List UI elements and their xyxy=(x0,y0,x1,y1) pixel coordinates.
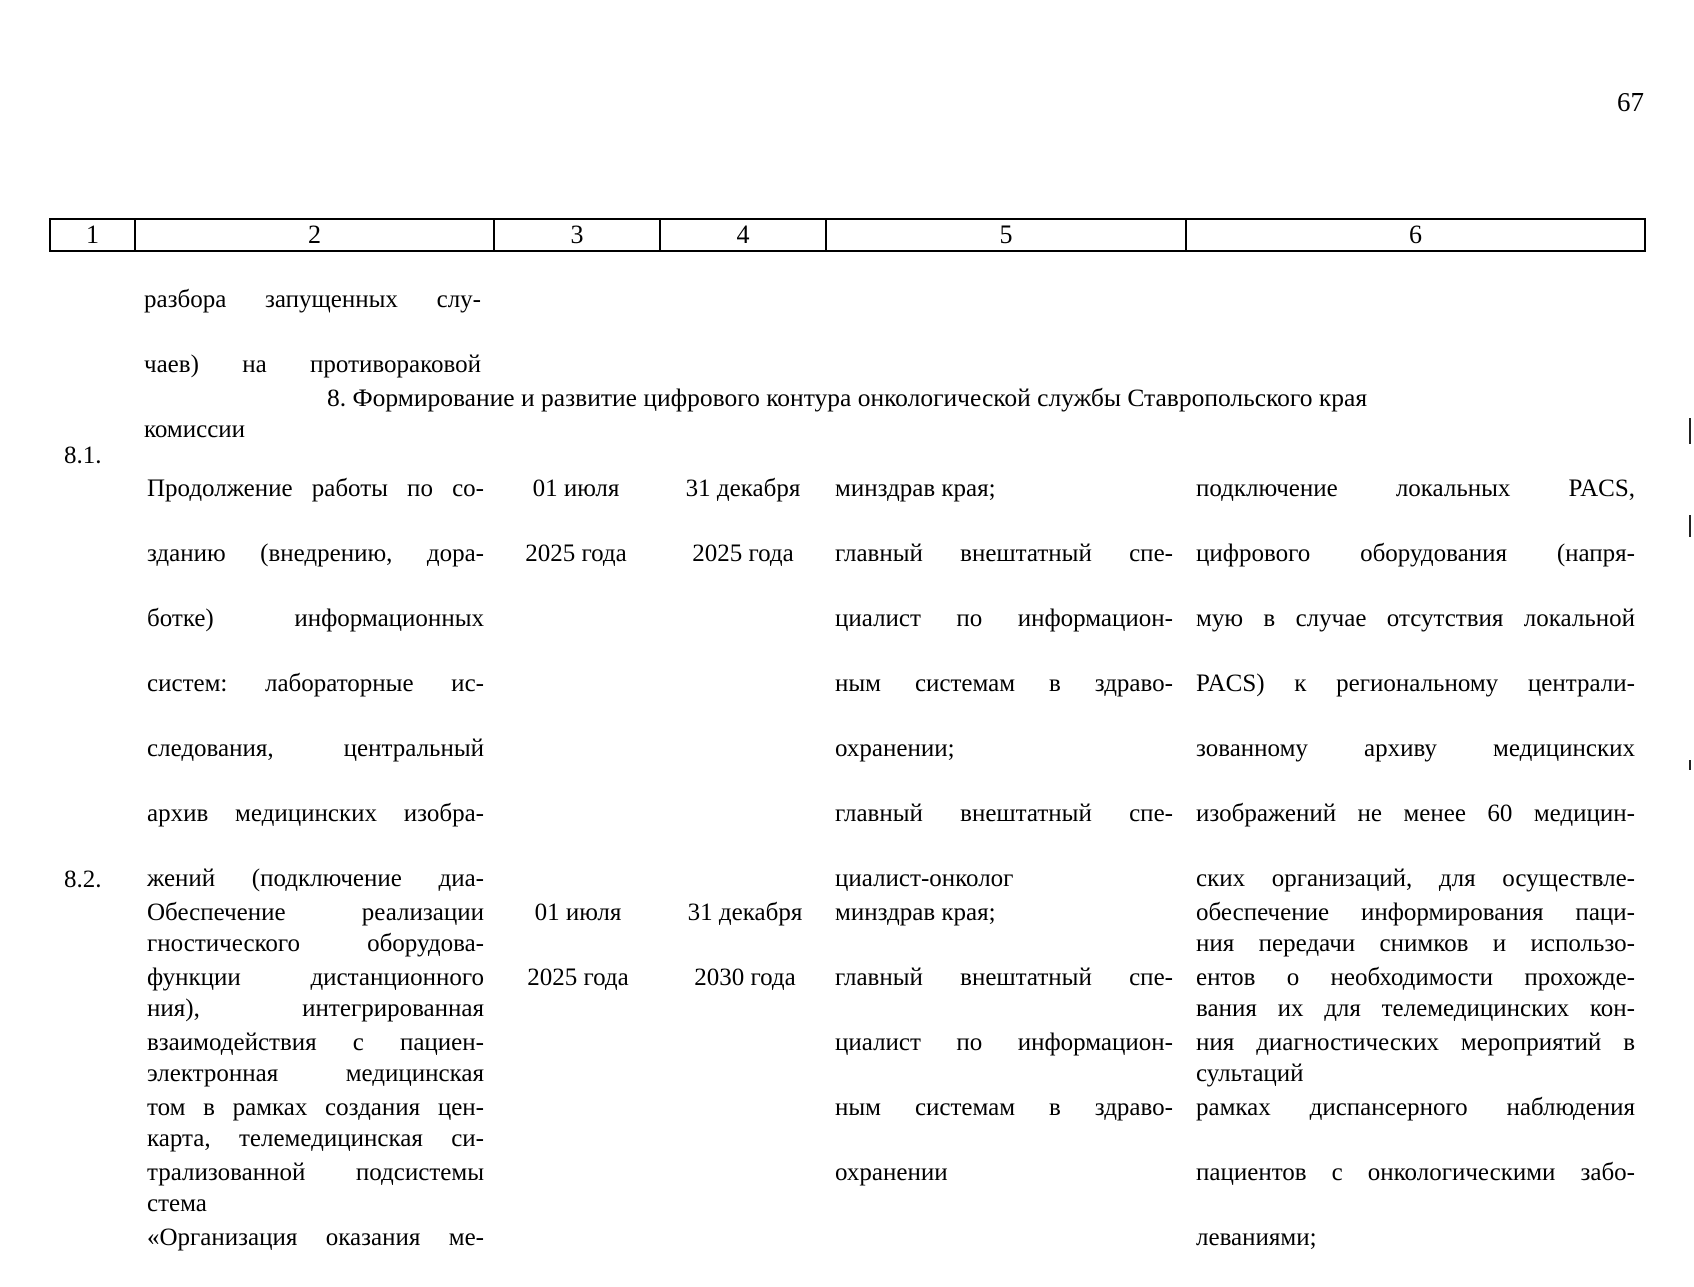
text-line: систем: лабораторные ис- xyxy=(147,669,484,697)
text-line: взаимодействия с пациен- xyxy=(147,1028,484,1056)
scan-edge-mark xyxy=(1689,515,1691,537)
text-line: архив медицинских изобра- xyxy=(147,799,484,827)
text-line: 2025 года xyxy=(692,539,794,567)
text-line: ских организаций, для осуществле- xyxy=(1196,864,1635,892)
text-line: главный внештатный спе- xyxy=(835,799,1173,827)
text-line: стема xyxy=(147,1189,207,1217)
text-line: чаев) на противораковой xyxy=(144,350,481,378)
text-line: минздрав края; xyxy=(835,898,996,926)
text-line: разбора запущенных слу- xyxy=(144,285,481,313)
text-line: жений (подключение диа- xyxy=(147,864,484,892)
column-number-1: 1 xyxy=(51,220,136,250)
text-line: ния передачи снимков и использо- xyxy=(1196,929,1635,957)
row-number: 8.2. xyxy=(64,866,102,893)
text-line: пациентов с онкологическими забо- xyxy=(1196,1158,1635,1186)
text-line: Продолжение работы по со- xyxy=(147,474,484,502)
text-line: ным системам в здраво- xyxy=(835,1093,1173,1121)
text-line: зованному архиву медицинских xyxy=(1196,734,1635,762)
text-line: циалист по информацион- xyxy=(835,604,1173,632)
row-description xyxy=(147,864,484,1287)
row-number: 8.1. xyxy=(64,442,102,469)
text-line: вания их для телемедицинских кон- xyxy=(1196,994,1635,1022)
text-line: рамках диспансерного наблюдения xyxy=(1196,1093,1635,1121)
start-date xyxy=(508,864,648,1027)
text-line: ния), интегрированная xyxy=(147,994,484,1022)
text-line: том в рамках создания цен- xyxy=(147,1093,484,1121)
text-line: изображений не менее 60 медицин- xyxy=(1196,799,1635,827)
text-line: 2025 года xyxy=(525,539,627,567)
text-line: охранении; xyxy=(835,734,955,762)
text-line: ботке) информационных xyxy=(147,604,484,632)
text-line: комиссии xyxy=(144,415,246,443)
text-line: Обеспечение реализации xyxy=(147,898,484,926)
text-line: цифрового оборудования (напря- xyxy=(1196,539,1635,567)
column-number-3: 3 xyxy=(495,220,661,250)
responsible xyxy=(835,440,1173,928)
text-line: следования, центральный xyxy=(147,734,484,762)
table-header-row xyxy=(49,218,1646,252)
text-line: главный внештатный спе- xyxy=(835,539,1173,567)
text-line: циалист по информацион- xyxy=(835,1028,1173,1056)
text-line: PACS) к региональному централи- xyxy=(1196,669,1635,697)
text-line: 31 декабря xyxy=(685,474,801,502)
text-line: карта, телемедицинская си- xyxy=(147,1124,484,1152)
page-number: 67 xyxy=(1617,87,1644,117)
text-line: ным системам в здраво- xyxy=(835,669,1173,697)
text-line: электронная медицинская xyxy=(147,1059,484,1087)
scan-edge-mark xyxy=(1689,418,1691,444)
responsible xyxy=(835,864,1173,1222)
text-line: 01 июля xyxy=(532,474,620,502)
text-line: гностического оборудова- xyxy=(147,929,484,957)
text-line: «Организация оказания ме- xyxy=(147,1223,484,1251)
text-line: 2030 года xyxy=(694,963,796,991)
section-title: 8. Формирование и развитие цифрового контура онкологической службы Ставропольского края xyxy=(326,383,1368,412)
text-line: зданию (внедрению, дора- xyxy=(147,539,484,567)
text-line: 01 июля xyxy=(534,898,622,926)
text-line: минздрав края; xyxy=(835,474,996,502)
column-number-5: 5 xyxy=(827,220,1187,250)
end-date xyxy=(668,440,818,603)
expected-result xyxy=(1196,864,1635,1287)
text-line: сультаций xyxy=(1196,1059,1304,1087)
end-date xyxy=(670,864,820,1027)
text-line: функции дистанционного xyxy=(147,963,484,991)
scan-edge-mark xyxy=(1689,760,1691,770)
column-number-6: 6 xyxy=(1409,220,1422,249)
text-line: подключение локальных PACS, xyxy=(1196,474,1635,502)
text-line: 2025 года xyxy=(527,963,629,991)
column-number-2: 2 xyxy=(136,220,495,250)
text-line: охранении xyxy=(835,1158,948,1186)
column-number-4: 4 xyxy=(661,220,827,250)
text-line: 31 декабря xyxy=(687,898,803,926)
text-line: ния диагностических мероприятий в xyxy=(1196,1028,1635,1056)
text-line: ентов о необходимости прохожде- xyxy=(1196,963,1635,991)
text-line: обеспечение информирования паци- xyxy=(1196,898,1635,926)
text-line: циалист-онколог xyxy=(835,864,1014,892)
text-line: леваниями; xyxy=(1196,1223,1317,1251)
start-date xyxy=(506,440,646,603)
text-line: трализованной подсистемы xyxy=(147,1158,484,1186)
text-line: мую в случае отсутствия локальной xyxy=(1196,604,1635,632)
text-line: главный внештатный спе- xyxy=(835,963,1173,991)
